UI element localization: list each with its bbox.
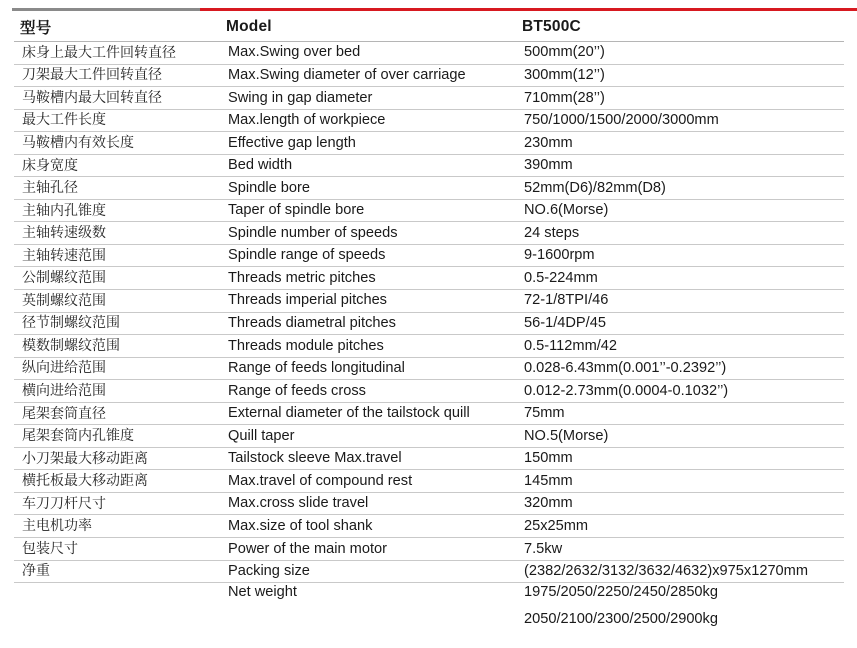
spec-value: 500mm(20’’) bbox=[516, 42, 844, 65]
spec-label-en: Max.travel of compound rest bbox=[220, 470, 516, 493]
spec-row bbox=[14, 538, 844, 561]
spec-label-cn: 马鞍槽内有效长度 bbox=[14, 132, 220, 155]
spec-label-en: Threads diametral pitches bbox=[220, 312, 516, 335]
spec-value: (2382/2632/3132/3632/4632)x975x1270mm bbox=[516, 560, 844, 583]
spec-label-en: Threads metric pitches bbox=[220, 267, 516, 290]
accent-bar-red bbox=[200, 8, 857, 11]
spec-value: 320mm bbox=[516, 492, 844, 515]
spec-value: 1975/2050/2250/2450/2850kg bbox=[524, 584, 718, 601]
spec-row bbox=[14, 199, 844, 222]
spec-label-en: Spindle bore bbox=[220, 177, 516, 200]
spec-label-en: Power of the main motor bbox=[220, 538, 516, 561]
spec-label-en: Max.Swing over bed bbox=[220, 42, 516, 65]
spec-row bbox=[14, 357, 844, 380]
spec-row bbox=[14, 380, 844, 403]
spec-value: 145mm bbox=[516, 470, 844, 493]
spec-value: 25x25mm bbox=[516, 515, 844, 538]
spec-label-cn: 主轴转速级数 bbox=[14, 222, 220, 245]
spec-label-en: Max.Swing diameter of over carriage bbox=[220, 64, 516, 87]
spec-value: 52mm(D6)/82mm(D8) bbox=[516, 177, 844, 200]
spec-value: NO.6(Morse) bbox=[516, 199, 844, 222]
spec-value: 7.5kw bbox=[516, 538, 844, 561]
spec-row bbox=[14, 608, 844, 630]
spec-label-cn: 净重 bbox=[14, 560, 220, 583]
spec-row bbox=[14, 492, 844, 515]
spec-row bbox=[14, 267, 844, 290]
spec-label-cn: 主轴转速范围 bbox=[14, 244, 220, 267]
spec-value: 710mm(28’’) bbox=[516, 87, 844, 110]
accent-bar-grey bbox=[12, 8, 200, 11]
spec-label-cn: 床身宽度 bbox=[14, 154, 220, 177]
spec-row bbox=[14, 470, 844, 493]
spec-label-cn: 车刀刀杆尺寸 bbox=[14, 492, 220, 515]
spec-value: 0.012-2.73mm(0.0004-0.1032’’) bbox=[516, 380, 844, 403]
spec-label-en: Threads imperial pitches bbox=[220, 290, 516, 313]
spec-row bbox=[14, 87, 844, 110]
spec-label-cn: 英制螺纹范围 bbox=[14, 290, 220, 313]
spec-row bbox=[14, 64, 844, 87]
spec-label-en: Spindle number of speeds bbox=[220, 222, 516, 245]
spec-label-en: Tailstock sleeve Max.travel bbox=[220, 447, 516, 470]
spec-label-en: Max.size of tool shank bbox=[220, 515, 516, 538]
spec-value: 390mm bbox=[516, 154, 844, 177]
spec-label-en bbox=[220, 608, 516, 630]
spec-label-en: Max.length of workpiece bbox=[220, 109, 516, 132]
header-model-cn: 型号 bbox=[14, 13, 220, 42]
spec-label-en: Threads module pitches bbox=[220, 335, 516, 358]
spec-row bbox=[14, 154, 844, 177]
spec-value: 24 steps bbox=[516, 222, 844, 245]
spec-row bbox=[14, 109, 844, 132]
spec-row bbox=[14, 177, 844, 200]
spec-value: 2050/2100/2300/2500/2900kg bbox=[524, 610, 718, 627]
header-model-en: Model bbox=[220, 13, 516, 42]
spec-row bbox=[14, 583, 844, 609]
spec-label-cn: 模数制螺纹范围 bbox=[14, 335, 220, 358]
spec-label-cn: 小刀架最大移动距离 bbox=[14, 447, 220, 470]
spec-label-cn: 径节制螺纹范围 bbox=[14, 312, 220, 335]
spec-label-en: Bed width bbox=[220, 154, 516, 177]
spec-row bbox=[14, 222, 844, 245]
spec-label-en: Effective gap length bbox=[220, 132, 516, 155]
spec-row bbox=[14, 560, 844, 583]
spec-label-en: Range of feeds cross bbox=[220, 380, 516, 403]
spec-label-cn: 主轴内孔锥度 bbox=[14, 199, 220, 222]
spec-table bbox=[14, 13, 844, 630]
spec-row bbox=[14, 244, 844, 267]
spec-label-en: Net weight bbox=[228, 584, 297, 601]
spec-label-cn: 马鞍槽内最大回转直径 bbox=[14, 87, 220, 110]
spec-value: 0.5-112mm/42 bbox=[516, 335, 844, 358]
spec-row bbox=[14, 335, 844, 358]
spec-value: 300mm(12’’) bbox=[516, 64, 844, 87]
spec-value: 0.028-6.43mm(0.001’’-0.2392’’) bbox=[516, 357, 844, 380]
spec-label-cn: 刀架最大工件回转直径 bbox=[14, 64, 220, 87]
spec-value: 56-1/4DP/45 bbox=[516, 312, 844, 335]
spec-row bbox=[14, 42, 844, 65]
spec-label-cn: 尾架套筒内孔锥度 bbox=[14, 425, 220, 448]
spec-label-en: Swing in gap diameter bbox=[220, 87, 516, 110]
spec-value: 230mm bbox=[516, 132, 844, 155]
spec-label-cn: 床身上最大工件回转直径 bbox=[14, 42, 220, 65]
spec-label-en: Packing size bbox=[220, 560, 516, 583]
spec-label-cn: 公制螺纹范围 bbox=[14, 267, 220, 290]
spec-label-en: External diameter of the tailstock quill bbox=[220, 402, 516, 425]
spec-label-cn: 纵向进给范围 bbox=[14, 357, 220, 380]
spec-row bbox=[14, 290, 844, 313]
spec-value: 9-1600rpm bbox=[516, 244, 844, 267]
spec-row bbox=[14, 132, 844, 155]
spec-label-cn: 横托板最大移动距离 bbox=[14, 470, 220, 493]
spec-row bbox=[14, 402, 844, 425]
spec-label-cn bbox=[14, 583, 220, 609]
spec-label-cn: 最大工件长度 bbox=[14, 109, 220, 132]
spec-value: NO.5(Morse) bbox=[516, 425, 844, 448]
spec-label-en: Max.cross slide travel bbox=[220, 492, 516, 515]
spec-table-header bbox=[14, 13, 844, 42]
header-model-value: BT500C bbox=[516, 13, 844, 42]
spec-label-cn: 主电机功率 bbox=[14, 515, 220, 538]
spec-label-cn bbox=[14, 608, 220, 630]
spec-label-cn: 尾架套筒直径 bbox=[14, 402, 220, 425]
spec-label-cn: 包装尺寸 bbox=[14, 538, 220, 561]
spec-row bbox=[14, 312, 844, 335]
spec-value: 72-1/8TPI/46 bbox=[516, 290, 844, 313]
spec-label-en: Quill taper bbox=[220, 425, 516, 448]
spec-label-cn: 主轴孔径 bbox=[14, 177, 220, 200]
header-accent-bar bbox=[12, 8, 857, 11]
spec-label-en: Spindle range of speeds bbox=[220, 244, 516, 267]
spec-row bbox=[14, 515, 844, 538]
spec-value: 75mm bbox=[516, 402, 844, 425]
spec-value: 750/1000/1500/2000/3000mm bbox=[516, 109, 844, 132]
spec-label-en: Taper of spindle bore bbox=[220, 199, 516, 222]
spec-label-cn: 横向进给范围 bbox=[14, 380, 220, 403]
spec-row bbox=[14, 425, 844, 448]
spec-value: 150mm bbox=[516, 447, 844, 470]
spec-value: 0.5-224mm bbox=[516, 267, 844, 290]
spec-row bbox=[14, 447, 844, 470]
spec-label-en: Range of feeds longitudinal bbox=[220, 357, 516, 380]
